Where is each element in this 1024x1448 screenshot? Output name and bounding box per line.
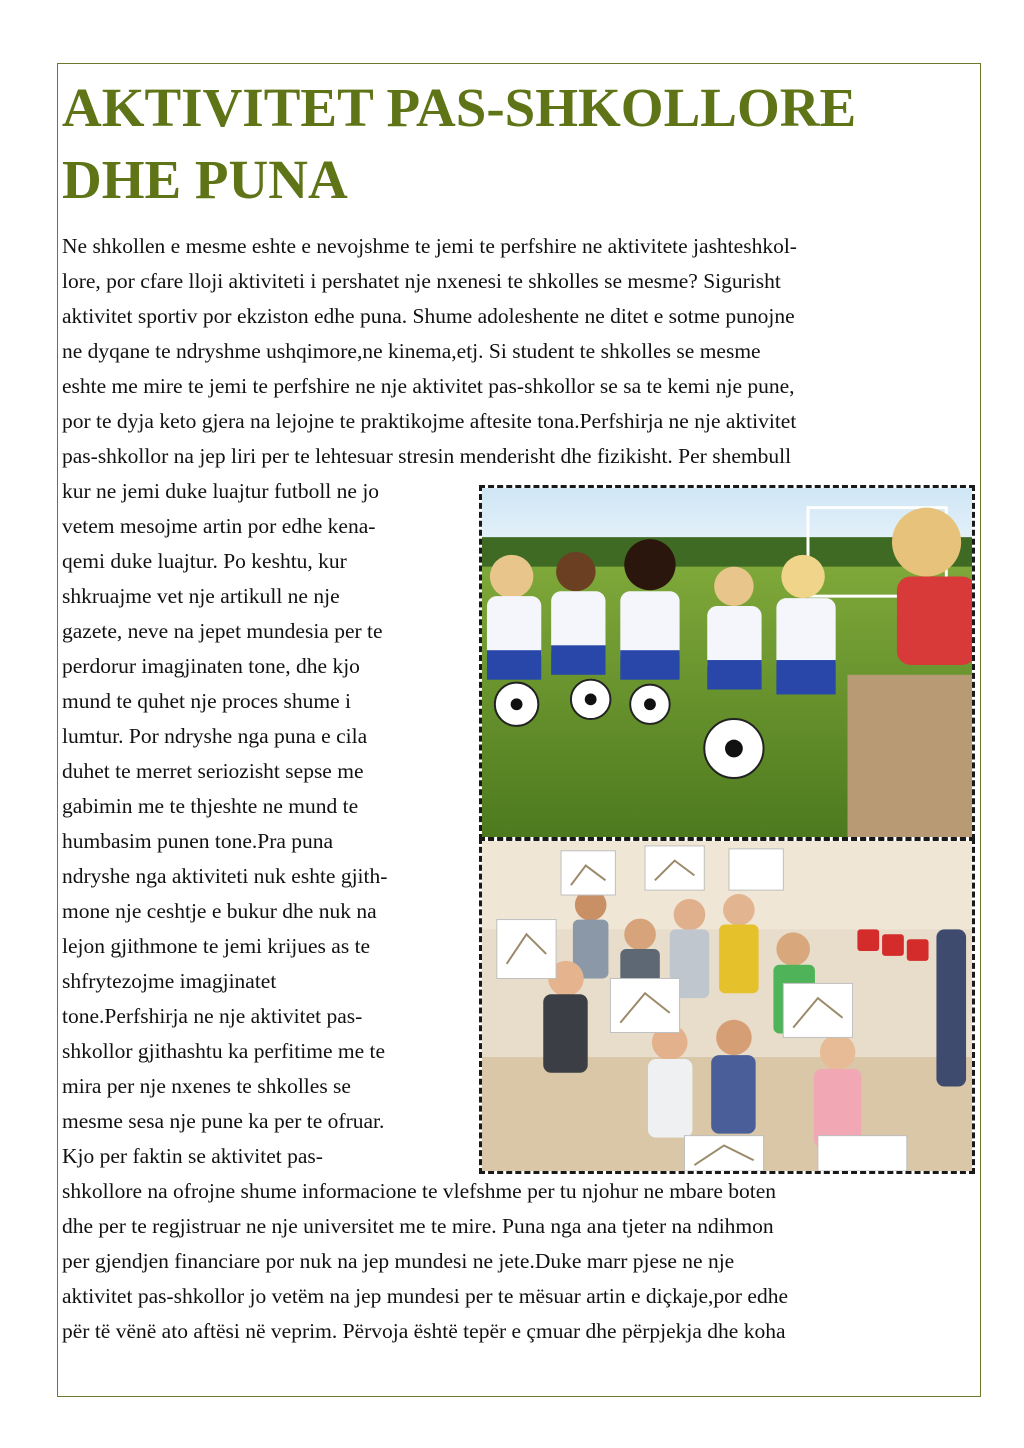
body-line: aktivitet pas-shkollor jo vetëm na jep mundesi per te mësuar artin e diçkaje,por edhe bbox=[62, 1284, 788, 1308]
column-line: qemi duke luajtur. Po keshtu, kur bbox=[62, 549, 347, 573]
column-line: mira per nje nxenes te shkolles se bbox=[62, 1074, 351, 1098]
title-line-1: AKTIVITET PAS-SHKOLLORE bbox=[62, 77, 857, 138]
column-line: lejon gjithmone te jemi krijues as te bbox=[62, 934, 371, 958]
body-line: për të vënë ato aftësi në veprim. Përvoja është tepër e çmuar dhe përpjekja dhe koha bbox=[62, 1319, 786, 1343]
photo-students-molecule-models-icon bbox=[482, 841, 972, 1171]
column-line: mone nje ceshtje e bukur dhe nuk na bbox=[62, 899, 377, 923]
column-line: mund te quhet nje proces shume i bbox=[62, 689, 351, 713]
body-line: Ne shkollen e mesme eshte e nevojshme te jemi te perfshire ne aktivitete jashteshkol- bbox=[62, 234, 797, 258]
column-line: shkruajme vet nje artikull ne nje bbox=[62, 584, 340, 608]
title-line-2: DHE PUNA bbox=[62, 149, 348, 210]
column-line: shfrytezojme imagjinatet bbox=[62, 969, 277, 993]
soccer-kids-photo bbox=[479, 485, 975, 840]
body-line: eshte me mire te jemi te perfshire ne nje aktivitet pas-shkollor se sa te kemi nje pune, bbox=[62, 374, 795, 398]
body-line: ne dyqane te ndryshme ushqimore,ne kinema,etj. Si student te shkolles se mesme bbox=[62, 339, 761, 363]
body-line: per gjendjen financiare por nuk na jep mundesi ne jete.Duke marr pjese ne nje bbox=[62, 1249, 735, 1273]
students-models-photo bbox=[479, 838, 975, 1174]
column-line: humbasim punen tone.Pra puna bbox=[62, 829, 334, 853]
column-line: perdorur imagjinaten tone, dhe kjo bbox=[62, 654, 360, 678]
body-line: lore, por cfare lloji aktiviteti i pershatet nje nxenesi te shkolles se mesme? Sigurisht bbox=[62, 269, 781, 293]
photo-soccer-kids-icon bbox=[482, 488, 972, 837]
column-line: tone.Perfshirja ne nje aktivitet pas- bbox=[62, 1004, 363, 1028]
column-line: ndryshe nga aktiviteti nuk eshte gjith- bbox=[62, 864, 388, 888]
body-line: por te dyja keto gjera na lejojne te praktikojme aftesite tona.Perfshirja ne nje aktivitet bbox=[62, 409, 797, 433]
body-line: pas-shkollor na jep liri per te lehtesuar stresin menderisht dhe fizikisht. Per shembull bbox=[62, 444, 792, 468]
column-line: shkollor gjithashtu ka perfitime me te bbox=[62, 1039, 386, 1063]
column-line: mesme sesa nje pune ka per te ofruar. bbox=[62, 1109, 385, 1133]
column-line: gabimin me te thjeshte ne mund te bbox=[62, 794, 359, 818]
article-title bbox=[62, 72, 962, 216]
column-line: vetem mesojme artin por edhe kena- bbox=[62, 514, 376, 538]
body-line: dhe per te regjistruar ne nje universitet me te mire. Puna nga ana tjeter na ndihmon bbox=[62, 1214, 774, 1238]
column-line: gazete, neve na jepet mundesia per te bbox=[62, 619, 383, 643]
body-line: shkollore na ofrojne shume informacione te vlefshme per tu njohur ne mbare boten bbox=[62, 1179, 777, 1203]
column-line: lumtur. Por ndryshe nga puna e cila bbox=[62, 724, 368, 748]
column-line: Kjo per faktin se aktivitet pas- bbox=[62, 1144, 323, 1168]
column-line: kur ne jemi duke luajtur futboll ne jo bbox=[62, 479, 380, 503]
column-line: duhet te merret seriozisht sepse me bbox=[62, 759, 364, 783]
body-line: aktivitet sportiv por ekziston edhe puna. Shume adoleshente ne ditet e sotme punojne bbox=[62, 304, 795, 328]
